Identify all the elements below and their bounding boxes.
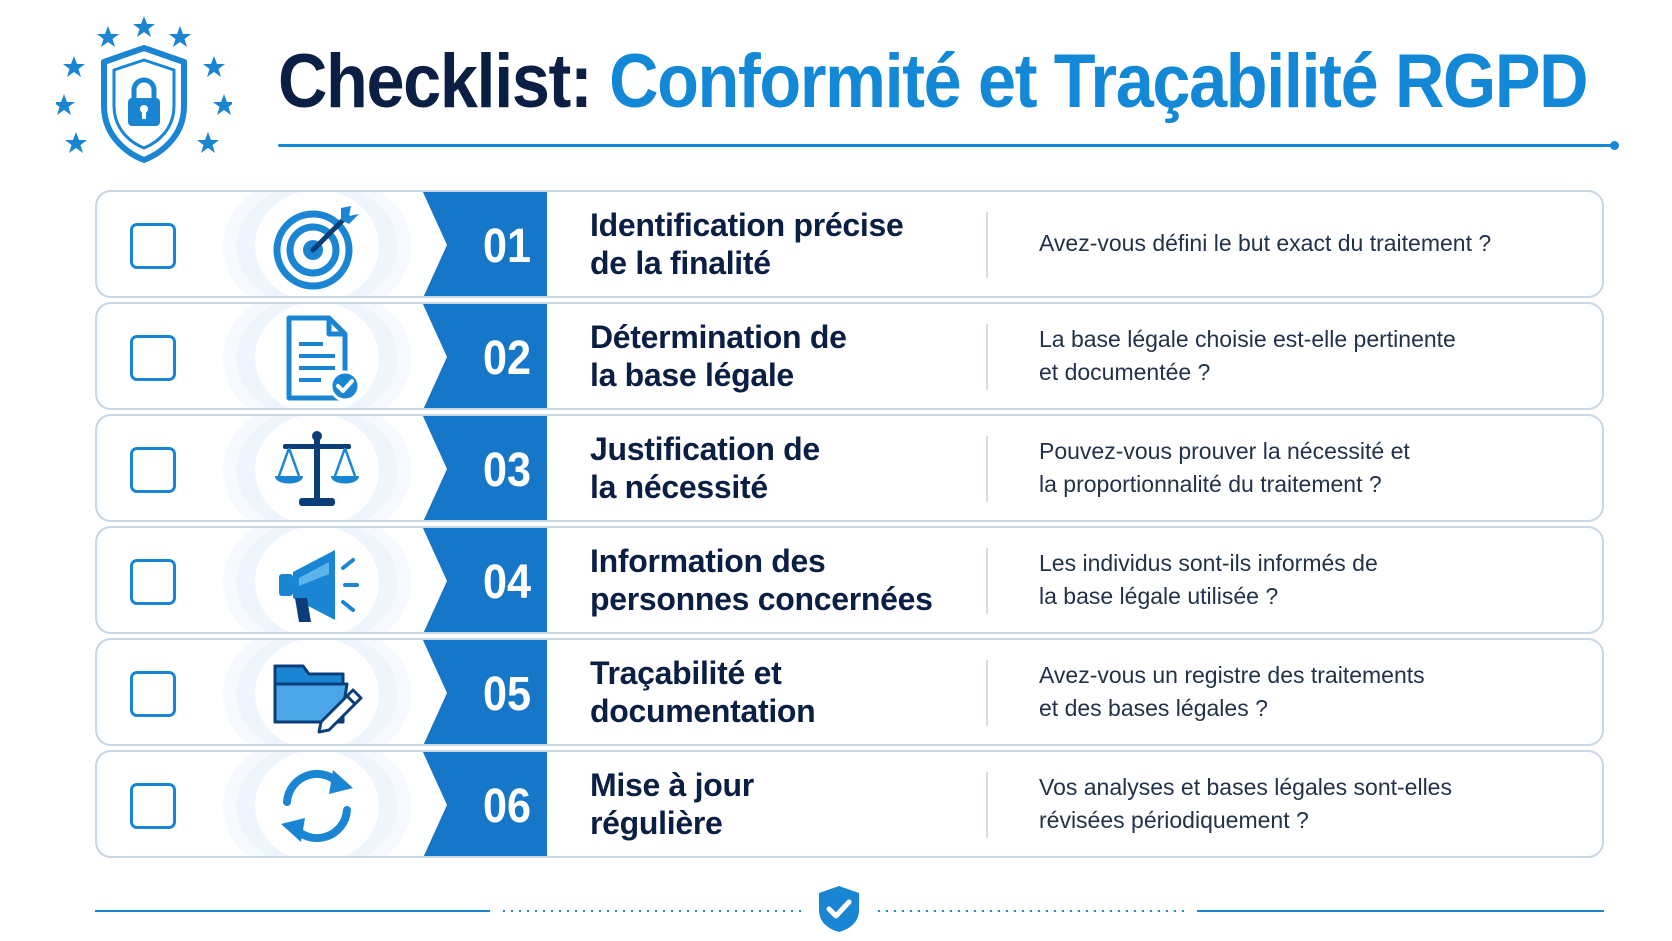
footer-dots-right — [875, 910, 1187, 912]
row-divider — [986, 660, 988, 726]
checklist-row — [95, 526, 1604, 634]
item-number: 05 — [482, 667, 532, 721]
item-title: Mise à jour régulière — [590, 766, 754, 841]
star-icon — [56, 94, 75, 115]
item-question: Les individus sont-ils informés de la base légale utilisée ? — [1039, 549, 1378, 609]
item-number: 02 — [482, 331, 532, 385]
star-icon — [213, 94, 232, 115]
checklist-checkbox[interactable] — [130, 559, 176, 605]
checklist-row — [95, 414, 1604, 522]
item-question: Avez-vous défini le but exact du traitement ? — [1039, 230, 1492, 257]
item-title: Détermination de la base légale — [590, 318, 847, 393]
shield-lock-icon — [56, 14, 232, 174]
folder-edit-icon — [269, 650, 365, 738]
row-divider — [986, 212, 988, 278]
item-question: Pouvez-vous prouver la nécessité et la proportionnalité du traitement ? — [1039, 437, 1410, 497]
star-icon — [203, 56, 225, 77]
megaphone-icon — [269, 538, 365, 626]
page-title — [278, 39, 1588, 124]
star-icon — [197, 132, 219, 153]
scales-icon — [269, 426, 365, 514]
title-prefix: Checklist: — [278, 39, 592, 124]
checklist-checkbox[interactable] — [130, 223, 176, 269]
target-icon — [269, 202, 365, 290]
document-check-icon — [269, 314, 365, 402]
star-icon — [133, 16, 155, 37]
footer-dots-left — [500, 910, 803, 912]
title-accent: Conformité et Traçabilité RGPD — [609, 39, 1588, 124]
item-number: 03 — [482, 443, 532, 497]
item-question: Vos analyses et bases légales sont-elles révisées périodiquement ? — [1039, 773, 1452, 833]
checklist-checkbox[interactable] — [130, 335, 176, 381]
checklist-checkbox[interactable] — [130, 671, 176, 717]
item-title: Justification de la nécessité — [590, 430, 820, 505]
shield-check-icon — [816, 884, 862, 934]
item-number: 01 — [482, 219, 532, 273]
star-icon — [65, 132, 87, 153]
title-underline — [278, 144, 1614, 147]
checklist-row — [95, 302, 1604, 410]
refresh-icon — [269, 762, 365, 850]
star-icon — [63, 56, 85, 77]
item-question: La base légale choisie est-elle pertinente et documentée ? — [1039, 325, 1456, 385]
item-title: Identification précise de la finalité — [590, 206, 904, 281]
item-title: Traçabilité et documentation — [590, 654, 816, 729]
row-divider — [986, 324, 988, 390]
row-divider — [986, 436, 988, 502]
checklist-row — [95, 190, 1604, 298]
footer-line-left — [95, 910, 490, 912]
item-number: 06 — [482, 779, 532, 833]
row-divider — [986, 772, 988, 838]
star-icon — [97, 26, 119, 47]
item-title: Information des personnes concernées — [590, 542, 933, 617]
item-question: Avez-vous un registre des traitements et des bases légales ? — [1039, 661, 1425, 721]
row-divider — [986, 548, 988, 614]
checklist-row — [95, 638, 1604, 746]
footer — [95, 884, 1604, 934]
checklist-checkbox[interactable] — [130, 447, 176, 493]
checklist-row — [95, 750, 1604, 858]
footer-line-right — [1197, 910, 1604, 912]
checklist-checkbox[interactable] — [130, 783, 176, 829]
item-number: 04 — [482, 555, 532, 609]
star-icon — [169, 26, 191, 47]
